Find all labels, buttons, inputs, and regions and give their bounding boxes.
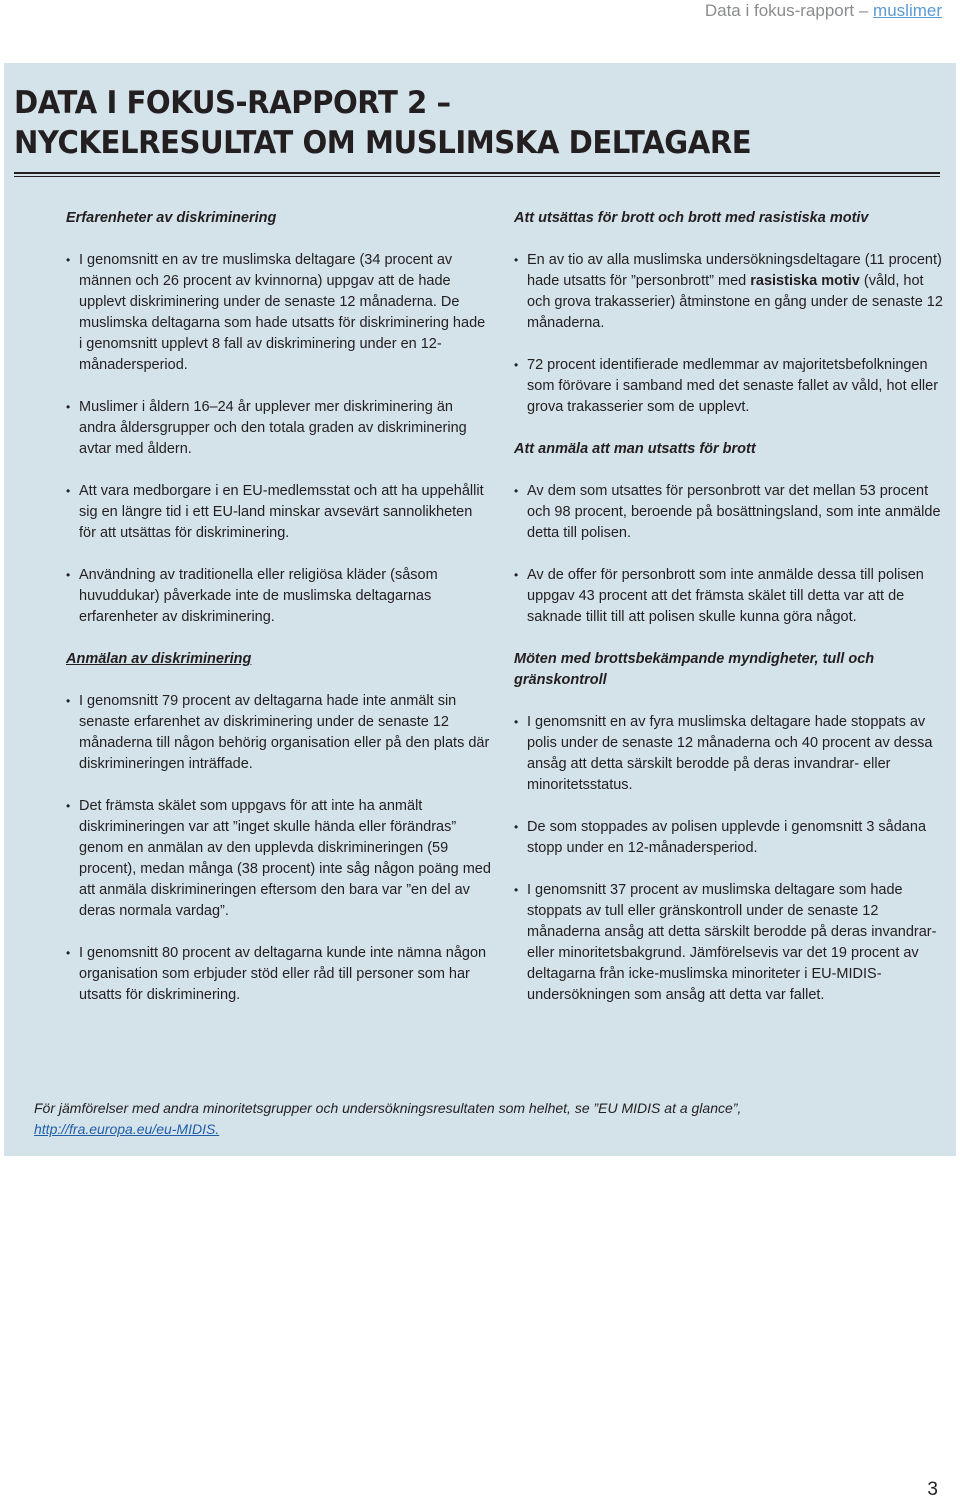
list-item: • Av de offer för personbrott som inte anmälde dessa till polisen uppgav 43 procent att det främsta skälet till detta var att de saknade tillit till att polisen skulle kunna göra något.: [514, 565, 944, 628]
page-number: 3: [927, 1479, 938, 1500]
right-column: [514, 208, 944, 1027]
section-heading-report-crime: Att anmäla att man utsatts för brott: [514, 441, 756, 457]
section-heading-reporting: Anmälan av diskriminering: [66, 651, 252, 667]
list-item: • I genomsnitt en av fyra muslimska deltagare hade stoppats av polis under de senaste 12 månaderna och 40 procent av dessa ansåg att detta särskilt berodde på deras invandrar- eller minoritetsstatus.: [514, 712, 944, 796]
list-item: • I genomsnitt 80 procent av deltagarna kunde inte nämna någon organisation som erbjuder stöd eller råd till personer som har utsatts för diskriminering.: [66, 943, 491, 1006]
list-item: • I genomsnitt 37 procent av muslimska deltagare som hade stoppats av tull eller gränskontroll under de senaste 12 månaderna ansåg att detta särskilt berodde på deras invandrar- eller minoritetsbakgrund. Jämförelsevis var det 19 procent av deltagarna från icke-muslimska minoriteter i EU-MIDIS-undersökningen som ansåg att detta var fallet.: [514, 880, 944, 1006]
list-item: • Muslimer i åldern 16–24 år upplever mer diskriminering än andra åldersgrupper och den totala graden av diskriminering avtar med åldern.: [66, 397, 491, 460]
running-header-text: Data i fokus-rapport –: [704, 1, 874, 20]
list-item: • I genomsnitt 79 procent av deltagarna hade inte anmält sin senaste erfarenhet av diskriminering under de senaste 12 månaderna till någon behörig organisation eller på den plats där diskrimineringen inträffade.: [66, 691, 491, 775]
list-item: • Av dem som utsattes för personbrott var det mellan 53 procent och 98 procent, beroende på bosättningsland, som inte anmälde detta till polisen.: [514, 481, 944, 544]
item-text: En av tio av alla muslimska undersökningsdeltagare (11 procent) hade utsatts för ”personbrott” med: [527, 252, 942, 289]
footnote-text: För jämförelser med andra minoritetsgrupper och undersökningsresultaten som helhet, se ”EU MIDIS at a glance”,: [34, 1100, 742, 1116]
crime-list: [514, 250, 944, 418]
running-header-link[interactable]: muslimer: [873, 1, 942, 20]
reporting-list: [66, 691, 491, 1006]
running-header: [705, 0, 942, 22]
item-text: (våld, hot och grova trakasserier) åtminstone en gång under de senaste 12 månaderna.: [527, 273, 943, 331]
title-line-1: DATA I FOKUS-RAPPORT 2 –: [14, 85, 451, 121]
list-item: • Att vara medborgare i en EU-medlemsstat och att ha uppehållit sig en längre tid i ett EU-land minskar avsevärt sannolikheten för att utsättas för diskriminering.: [66, 481, 491, 544]
report-crime-list: [514, 481, 944, 628]
list-item: • Användning av traditionella eller religiösa kläder (såsom huvuddukar) påverkade inte de muslimska deltagarnas erfarenheter av diskriminering.: [66, 565, 491, 628]
discrimination-list: [66, 250, 491, 628]
section-heading-crime: Att utsättas för brott och brott med rasistiska motiv: [514, 210, 869, 226]
section-heading-discrimination: Erfarenheter av diskriminering: [66, 210, 277, 226]
title-rule-thin: [14, 176, 940, 177]
list-item: • 72 procent identifierade medlemmar av majoritetsbefolkningen som förövare i samband med det senaste fallet av våld, hot eller grova trakasserier som de upplevt.: [514, 355, 944, 418]
list-item: • Det främsta skälet som uppgavs för att inte ha anmält diskrimineringen var att ”inget skulle hända eller förändras” genom en anmälan av den upplevda diskrimineringen (59 procent), medan många (38 procent) inte såg någon poäng med att anmäla diskrimineringen eftersom den bara var ”en del av deras normala vardag”.: [66, 796, 491, 922]
section-heading-law-enforcement: Möten med brottsbekämpande myndigheter, tull och gränskontroll: [514, 651, 875, 688]
footnote-link[interactable]: http://fra.europa.eu/eu-MIDIS.: [34, 1121, 220, 1137]
law-enforcement-list: [514, 712, 944, 1006]
list-item: [514, 250, 944, 334]
list-item: • De som stoppades av polisen upplevde i genomsnitt 3 sådana stopp under en 12-månadersperiod.: [514, 817, 944, 859]
list-item: • I genomsnitt en av tre muslimska deltagare (34 procent av männen och 26 procent av kvinnorna) uppgav att de hade upplevt diskriminering under de senaste 12 månaderna. De muslimska deltagarna som hade utsatts för diskriminering hade i genomsnitt upplevt 8 fall av diskriminering under en 12-månadersperiod.: [66, 250, 491, 376]
page-title: [14, 83, 879, 163]
title-rule: [14, 172, 940, 174]
item-bold-text: rasistiska motiv: [750, 273, 860, 289]
title-line-2: NYCKELRESULTAT OM MUSLIMSKA DELTAGARE: [14, 125, 752, 161]
left-column: [66, 208, 491, 1027]
footnote: [34, 1098, 934, 1140]
